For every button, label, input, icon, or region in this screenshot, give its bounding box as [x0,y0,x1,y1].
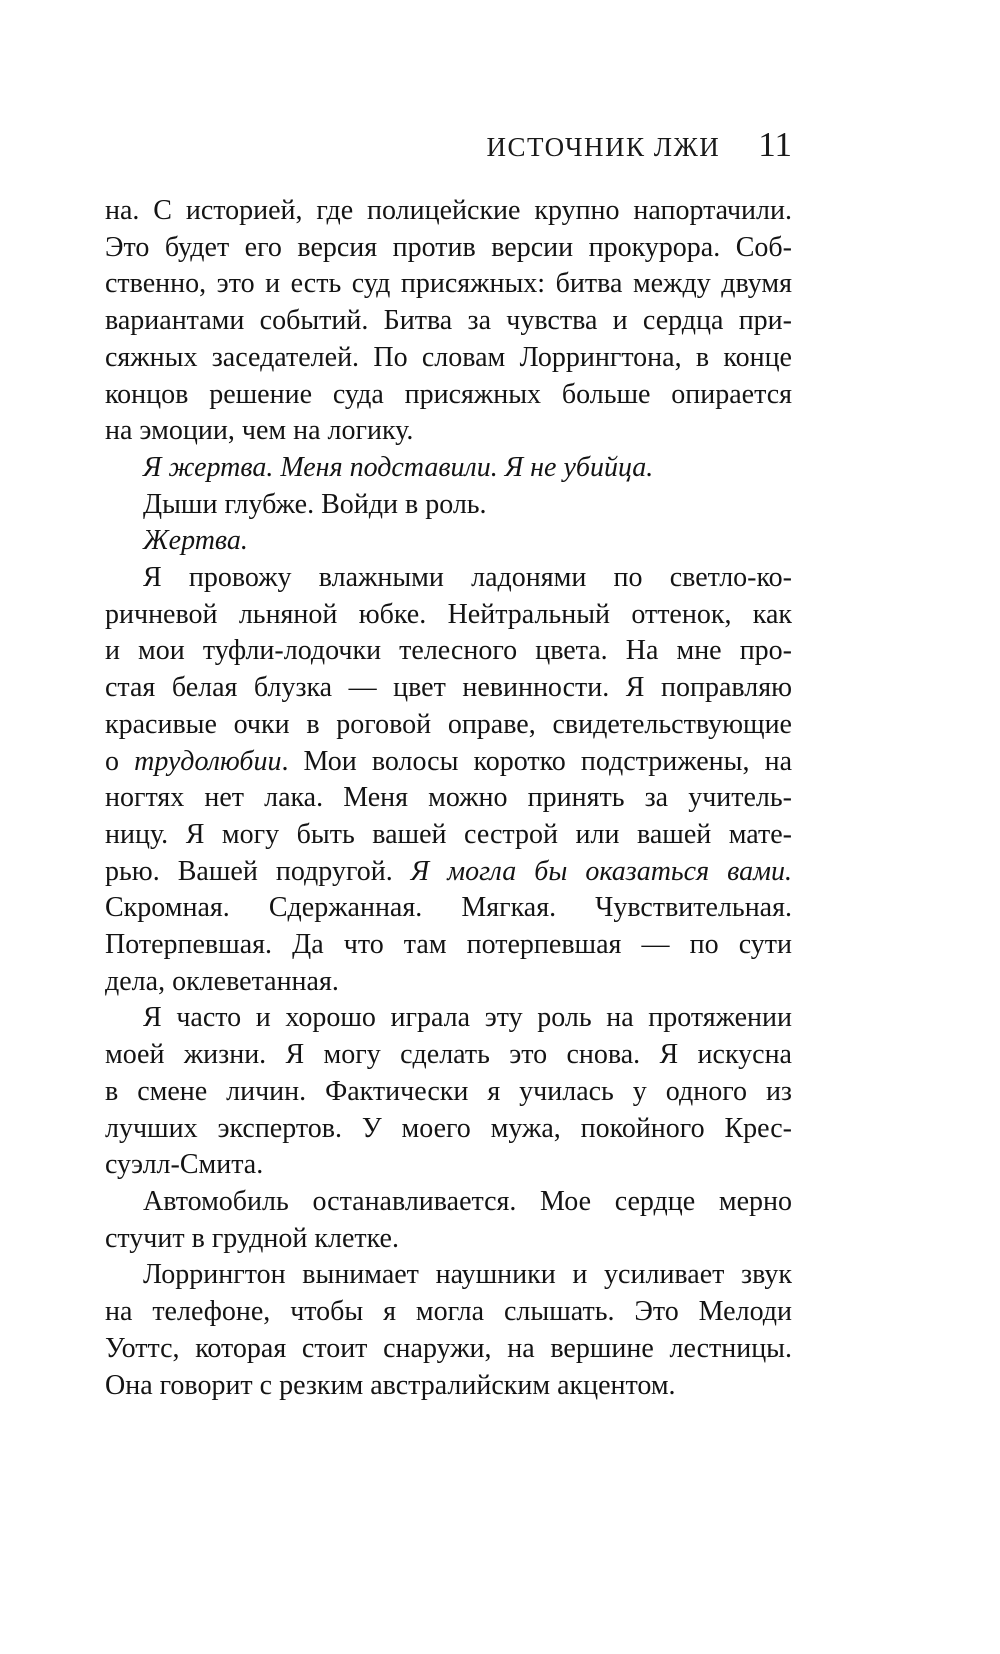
text-line [105,1000,792,1037]
text-segment: концов решение суда присяжных больше опирается [105,378,792,410]
text-line [105,927,792,964]
text-line [105,964,792,1001]
text-line [105,450,792,487]
text-line [105,193,792,230]
text-line [105,1331,792,1368]
text-segment: Я часто и хорошо играла эту роль на протяжении [143,1002,792,1034]
text-segment: о [105,745,135,777]
paragraph [105,523,792,560]
text-segment: на телефоне, чтобы я могла слышать. Это Мелоди [105,1296,792,1328]
paragraph [105,1000,792,1184]
text-line [105,780,792,817]
italic-text-segment: Я могла бы оказаться вами. [410,855,793,887]
paragraph [105,1184,792,1257]
text-segment: вариантами событий. Битва за чувства и сердца при- [105,305,792,337]
text-line [105,890,792,927]
text-line [105,854,792,891]
text-segment: дела, оклеветанная. [105,965,339,997]
text-line [105,817,792,854]
text-segment: на. С историей, где полицейские крупно напортачили. [105,195,792,226]
text-line [105,230,792,267]
text-line [105,1037,792,1074]
text-segment: Лоррингтон вынимает наушники и усиливает звук [143,1259,792,1291]
text-line [105,303,792,340]
text-segment: Она говорит с резким австралийским акцентом. [105,1369,676,1401]
text-line [105,633,792,670]
italic-text-segment: Жертва. [143,525,248,557]
text-segment: на эмоции, чем на логику. [105,415,414,447]
text-line [105,707,792,744]
text-segment: ричневой льняной юбке. Нейтральный оттенок, как [105,598,792,630]
text-segment: суэлл-Смита. [105,1149,264,1181]
text-segment: и мои туфли-лодочки телесного цвета. На мне про- [105,635,792,667]
text-segment: Потерпевшая. Да что там потерпевшая — по сути [105,929,792,961]
text-segment: Скромная. Сдержанная. Мягкая. Чувствительная. [105,892,792,924]
text-segment: Это будет его версия против версии прокурора. Соб- [105,231,792,263]
text-segment: лучших экспертов. У моего мужа, покойного Крес- [105,1112,792,1144]
text-segment: Я провожу влажными ладонями по светло-ко- [143,562,792,594]
text-line [105,377,792,414]
text-segment: ственно, это и есть суд присяжных: битва между двумя [105,268,792,300]
text-line [105,1221,792,1258]
text-segment: Уоттс, которая стоит снаружи, на вершине лестницы. [105,1332,792,1364]
text-line [105,597,792,634]
paragraph [105,193,792,450]
text-segment: стая белая блузка — цвет невинности. Я поправляю [105,672,792,704]
text-line [105,1368,792,1405]
text-segment: ницу. Я могу быть вашей сестрой или вашей мате- [105,818,792,850]
italic-text-segment: Я жертва. Меня подставили. Я не убийца. [143,451,654,483]
text-segment: . Мои волосы коротко подстрижены, на [281,745,792,777]
paragraph [105,1257,792,1404]
text-line [105,744,792,781]
text-line [105,670,792,707]
text-segment: рью. Вашей подругой. [105,855,411,887]
page-number: 11 [758,125,792,164]
text-segment: ногтях нет лака. Меня можно принять за учитель- [105,782,792,814]
page-header [105,125,792,165]
text-line [105,523,792,560]
italic-text-segment: трудолюбии [134,745,282,777]
text-line [105,1294,792,1331]
text-line [105,1147,792,1184]
text-line [105,1074,792,1111]
text-line [105,1257,792,1294]
body-text [105,193,792,1404]
text-line [105,1184,792,1221]
running-head-title: ИСТОЧНИК ЛЖИ [486,132,721,162]
paragraph [105,560,792,1000]
text-line [105,1111,792,1148]
text-line [105,487,792,524]
text-line [105,340,792,377]
text-segment: стучит в грудной клетке. [105,1222,399,1254]
text-segment: красивые очки в роговой оправе, свидетельствующие [105,708,792,740]
paragraph [105,487,792,524]
text-segment: сяжных заседателей. По словам Лоррингтона, в конце [105,341,792,373]
text-line [105,266,792,303]
text-segment: в смене личин. Фактически я училась у одного из [105,1075,792,1107]
text-segment: моей жизни. Я могу сделать это снова. Я искусна [105,1039,792,1071]
paragraph [105,450,792,487]
text-segment: Дыши глубже. Войди в роль. [143,488,487,520]
text-line [105,560,792,597]
text-segment: Автомобиль останавливается. Мое сердце мерно [143,1185,792,1217]
text-line [105,413,792,450]
